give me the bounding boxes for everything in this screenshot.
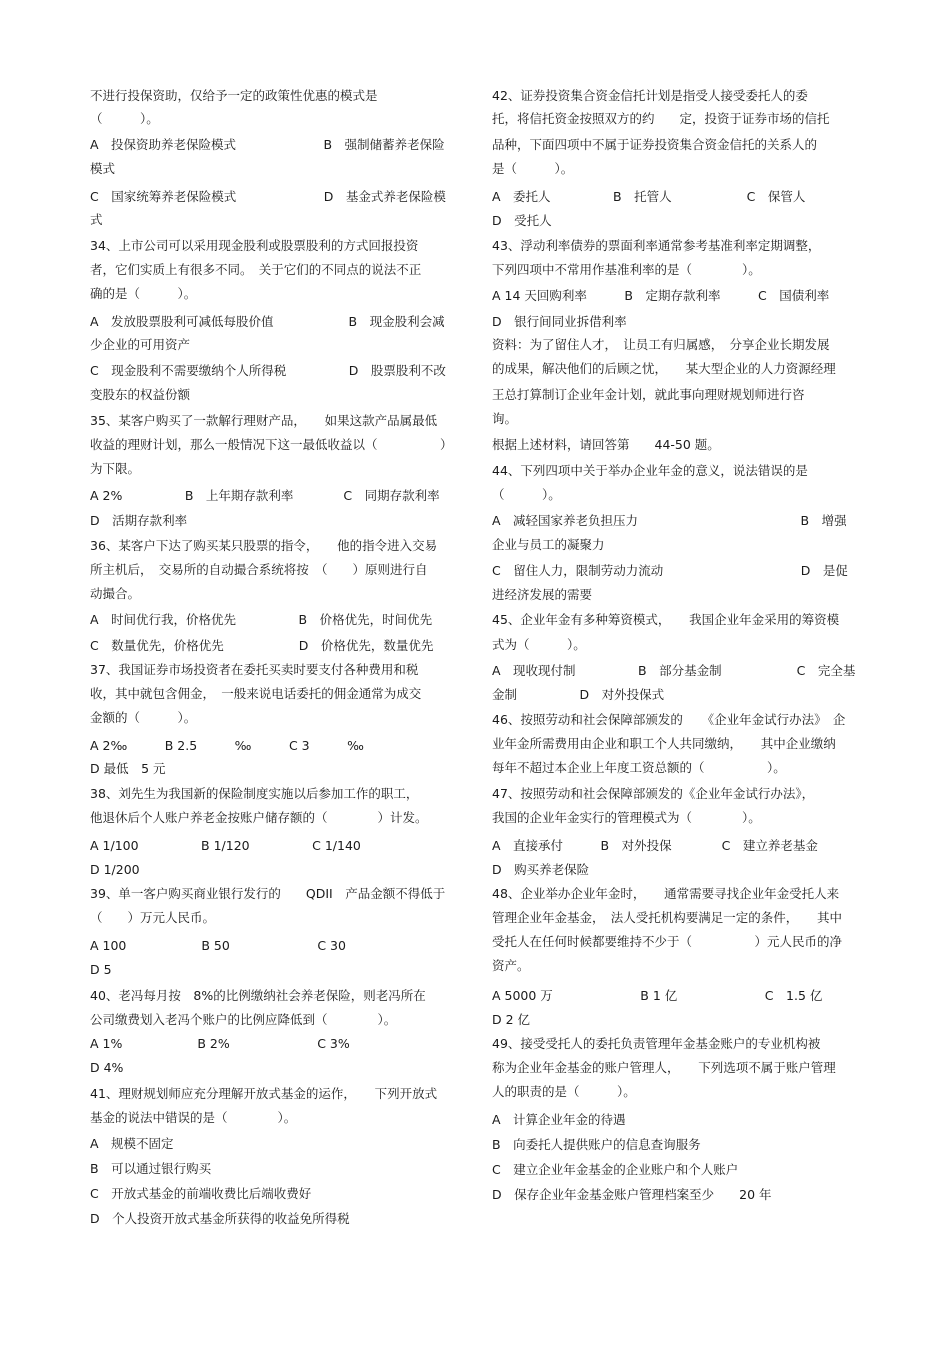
text-line: D 2 亿 <box>492 1012 531 1027</box>
text-line: 所主机后， 交易所的自动撮合系统将按 （ ）原则进行自 <box>90 562 428 577</box>
text-line: A 1% B 2% C 3% <box>90 1036 350 1051</box>
text-line: 管理企业年金基金， 法人受托机构要满足一定的条件， 其中 <box>492 910 843 925</box>
text-line: D 购买养老保险 <box>492 862 590 877</box>
text-line: 38、刘先生为我国新的保险制度实施以后参加工作的职工， <box>90 786 419 801</box>
text-line: 不进行投保资助，仅给予一定的政策性优惠的模式是 <box>90 88 378 103</box>
text-line: D 最低 5 元 <box>90 761 166 776</box>
text-line: 41、理财规划师应充分理解开放式基金的运作， 下列开放式 <box>90 1086 438 1101</box>
text-line: 49、接受受托人的委托负责管理年金基金账户的专业机构被 <box>492 1036 821 1051</box>
text-line: B 向委托人提供账户的信息查询服务 <box>492 1137 701 1152</box>
text-line: 金额的（ ）。 <box>90 710 197 725</box>
text-line: D 个人投资开放式基金所获得的收益免所得税 <box>90 1211 350 1226</box>
text-line: A 投保资助养老保险模式 B 强制储蓄养老保险 <box>90 137 445 152</box>
text-line: 收益的理财计划，那么一般情况下这一最低收益以（ ） <box>90 437 453 452</box>
text-line: 39、单一客户购买商业银行发行的 QDII 产品金额不得低于 <box>90 886 446 901</box>
text-line: D 银行间同业拆借利率 <box>492 314 627 329</box>
text-line: 少企业的可用资产 <box>90 337 191 352</box>
text-line: A 1/100 B 1/120 C 1/140 <box>90 838 361 853</box>
text-line: 他退休后个人账户养老金按账户储存额的（ ）计发。 <box>90 810 428 825</box>
text-line: A 减轻国家养老负担压力 B 增强 <box>492 513 847 528</box>
text-line: 托，将信托资金按照双方的约 定，投资于证券市场的信托 <box>492 111 830 126</box>
text-line: （ ）。 <box>492 487 561 502</box>
text-line: 收，其中就包含佣金， 一般来说电话委托的佣金通常为成交 <box>90 686 422 701</box>
text-line: 根据上述材料，请回答第 44-50 题。 <box>492 437 720 452</box>
text-line: 43、浮动利率债券的票面利率通常参考基准利率定期调整， <box>492 238 821 253</box>
text-line: （ ）。 <box>90 111 159 126</box>
text-line: 王总打算制订企业年金计划，就此事向理财规划师进行咨 <box>492 387 805 402</box>
text-line: 变股东的权益份额 <box>90 387 191 402</box>
text-line: 动撮合。 <box>90 586 141 601</box>
text-line: 我国的企业年金实行的管理模式为（ ）。 <box>492 810 761 825</box>
text-line: A 时间优行我，价格优先 B 价格优先，时间优先 <box>90 612 433 627</box>
text-line: C 留住人力，限制劳动力流动 D 是促 <box>492 563 848 578</box>
text-line: 42、证券投资集合资金信托计划是指受人接受委托人的委 <box>492 88 808 103</box>
text-line: 受托人在任何时候都要维持不少于（ ）元人民币的净 <box>492 934 843 949</box>
text-line: 34、上市公司可以采用现金股利或股票股利的方式回报投资 <box>90 238 419 253</box>
text-line: 是（ ）。 <box>492 161 574 176</box>
text-line: D 活期存款利率 <box>90 513 188 528</box>
text-line: 业年金所需费用由企业和职工个人共同缴纳， 其中企业缴纳 <box>492 736 836 751</box>
text-line: D 受托人 <box>492 213 552 228</box>
text-line: 45、企业年金有多种筹资模式， 我国企业年金采用的筹资模 <box>492 612 840 627</box>
text-line: C 建立企业年金基金的企业账户和个人账户 <box>492 1162 739 1177</box>
text-line: 资产。 <box>492 958 530 973</box>
text-line: A 现收现付制 B 部分基金制 C 完全基 <box>492 663 856 678</box>
text-line: A 2‰ B 2.5 ‰ C 3 ‰ <box>90 738 364 753</box>
text-line: 品种，下面四项中不属于证券投资集合资金信托的关系人的 <box>492 137 818 152</box>
text-line: 每年不超过本企业上年度工资总额的（ ）。 <box>492 760 786 775</box>
text-line: A 委托人 B 托管人 C 保管人 <box>492 189 806 204</box>
text-line: A 100 B 50 C 30 <box>90 938 346 953</box>
text-line: 36、某客户下达了购买某只股票的指令， 他的指令进入交易 <box>90 538 438 553</box>
text-line: 者，它们实质上有很多不同。 关于它们的不同点的说法不正 <box>90 262 422 277</box>
text-line: D 4% <box>90 1060 124 1075</box>
text-line: C 现金股利不需要缴纳个人所得税 D 股票股利不改 <box>90 363 446 378</box>
text-line: 40、老冯每月按 8%的比例缴纳社会养老保险，则老冯所在 <box>90 988 426 1003</box>
text-line: 下列四项中不常用作基准利率的是（ ）。 <box>492 262 761 277</box>
text-line: A 发放股票股利可减低每股价值 B 现金股利会减 <box>90 314 445 329</box>
text-line: 模式 <box>90 161 116 176</box>
text-line: 式 <box>90 212 103 227</box>
text-line: D 1/200 <box>90 862 140 877</box>
text-line: A 规模不固定 <box>90 1136 174 1151</box>
text-line: 46、按照劳动和社会保障部颁发的 《企业年金试行办法》 企 <box>492 712 846 727</box>
text-line: C 数量优先，价格优先 D 价格优先，数量优先 <box>90 638 434 653</box>
text-line: 人的职责的是（ ）。 <box>492 1084 636 1099</box>
text-line: B 可以通过银行购买 <box>90 1161 212 1176</box>
text-line: C 开放式基金的前端收费比后端收费好 <box>90 1186 312 1201</box>
text-line: 35、某客户购买了一款解行理财产品， 如果这款产品属最低 <box>90 413 438 428</box>
text-line: C 国家统筹养老保险模式 D 基金式养老保险模 <box>90 189 446 204</box>
text-line: 进经济发展的需要 <box>492 587 593 602</box>
text-line: （ ）万元人民币。 <box>90 910 216 925</box>
text-line: A 直接承付 B 对外投保 C 建立养老基金 <box>492 838 818 853</box>
text-line: 企业与员工的凝聚力 <box>492 537 605 552</box>
text-line: D 5 <box>90 962 112 977</box>
text-line: D 保存企业年金基金账户管理档案至少 20 年 <box>492 1187 772 1202</box>
text-line: 44、下列四项中关于举办企业年金的意义，说法错误的是 <box>492 463 808 478</box>
text-line: 47、按照劳动和社会保障部颁发的《企业年金试行办法》， <box>492 786 815 801</box>
text-line: 为下限。 <box>90 461 141 476</box>
text-line: 资料：为了留住人才， 让员工有归属感， 分享企业长期发展 <box>492 337 830 352</box>
text-line: 48、企业举办企业年金时， 通常需要寻找企业年金受托人来 <box>492 886 840 901</box>
text-line: 称为企业年金基金的账户管理人， 下列选项不属于账户管理 <box>492 1060 836 1075</box>
text-line: 37、我国证券市场投资者在委托买卖时要支付各种费用和税 <box>90 662 419 677</box>
text-line: 的成果，解决他们的后顾之忧， 某大型企业的人力资源经理 <box>492 361 836 376</box>
text-line: A 计算企业年金的待遇 <box>492 1112 626 1127</box>
text-line: 基金的说法中错误的是（ ）。 <box>90 1110 297 1125</box>
text-line: 公司缴费划入老冯个账户的比例应降低到（ ）。 <box>90 1012 397 1027</box>
text-line: A 2% B 上年期存款利率 C 同期存款利率 <box>90 488 440 503</box>
text-line: A 5000 万 B 1 亿 C 1.5 亿 <box>492 988 823 1003</box>
text-line: A 14 天回购利率 B 定期存款利率 C 国债利率 <box>492 288 830 303</box>
text-line: 确的是（ ）。 <box>90 286 197 301</box>
text-line: 询。 <box>492 411 518 426</box>
text-line: 金制 D 对外投保式 <box>492 687 665 702</box>
text-line: 式为（ ）。 <box>492 637 586 652</box>
